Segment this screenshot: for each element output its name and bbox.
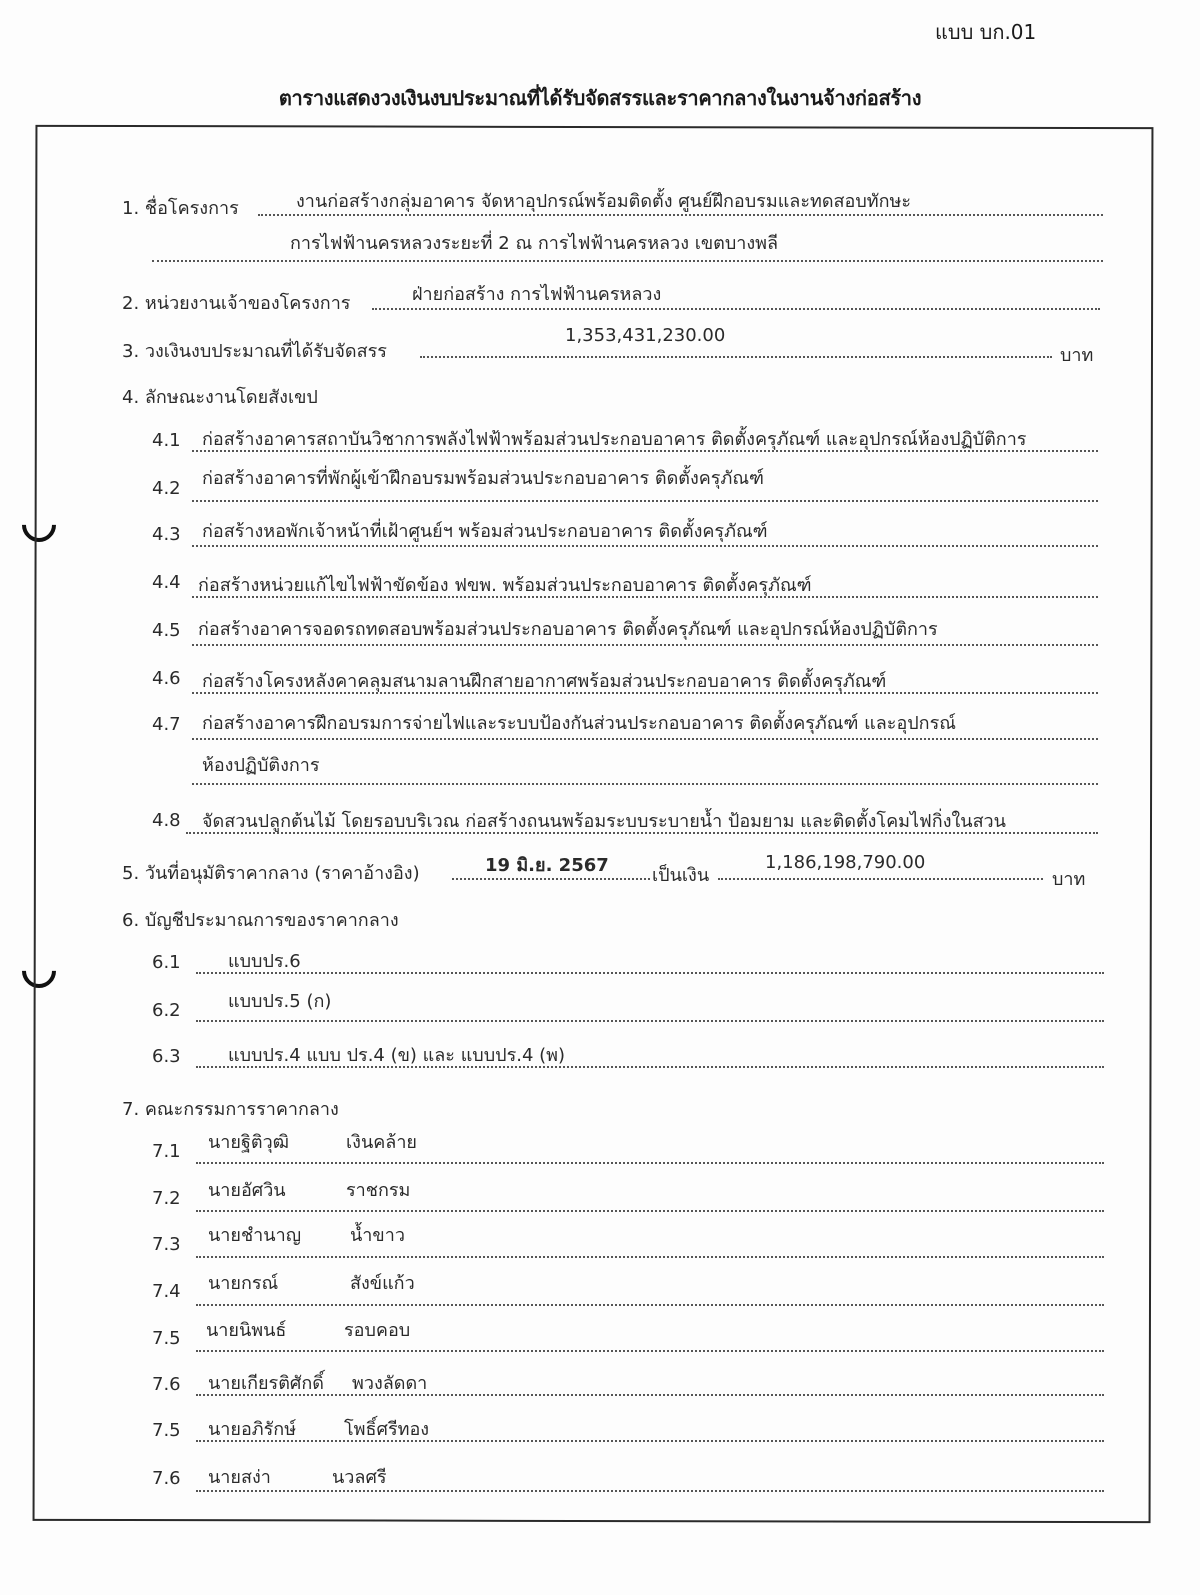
- scope-item-num: 4.6: [152, 668, 181, 689]
- dotted-line: [196, 1256, 1104, 1258]
- form-code: แบบ บก.01: [935, 20, 1037, 44]
- scope-item-num: 4.1: [152, 430, 181, 451]
- member-last-name: สังข์แก้ว: [350, 1273, 415, 1294]
- scope-item-num: 4.3: [152, 524, 181, 545]
- dotted-line: [196, 1210, 1104, 1212]
- member-num: 7.6: [152, 1468, 181, 1489]
- member-last-name: น้ำขาว: [350, 1225, 405, 1246]
- member-num: 7.6: [152, 1374, 181, 1395]
- estimate-item-text: แบบปร.6: [228, 951, 301, 972]
- estimate-item-text: แบบปร.5 (ก): [228, 991, 332, 1012]
- project-name-label: 1. ชื่อโครงการ: [122, 198, 239, 219]
- scope-label: 4. ลักษณะงานโดยสังเขป: [122, 387, 318, 408]
- member-first-name: นายกรณ์: [208, 1273, 279, 1294]
- dotted-line: [192, 738, 1098, 740]
- scope-item-text: ก่อสร้างอาคารฝึกอบรมการจ่ายไฟและระบบป้องกันส่วนประกอบอาคาร ติดตั้งครุภัณฑ์ และอุปกรณ์: [202, 713, 956, 734]
- member-first-name: นายฐิติวุฒิ: [208, 1132, 289, 1153]
- member-num: 7.5: [152, 1328, 181, 1349]
- member-last-name: โพธิ์ศรีทอง: [344, 1419, 430, 1440]
- member-num: 7.2: [152, 1188, 181, 1209]
- dotted-line: [196, 972, 1104, 974]
- dotted-line: [452, 878, 650, 880]
- scope-item-num: 4.7: [152, 714, 181, 735]
- dotted-line: [192, 500, 1098, 502]
- dotted-line: [718, 878, 1043, 880]
- estimate-item-num: 6.3: [152, 1046, 181, 1067]
- dotted-line: [186, 832, 1098, 834]
- approval-date: 19 มิ.ย. 2567: [485, 855, 609, 876]
- dotted-line: [192, 596, 1098, 598]
- scope-item-num: 4.8: [152, 810, 181, 831]
- member-last-name: นวลศรี: [332, 1467, 387, 1488]
- project-name-value-2: การไฟฟ้านครหลวงระยะที่ 2 ณ การไฟฟ้านครหลวง เขตบางพลี: [290, 233, 779, 254]
- dotted-line: [196, 1394, 1104, 1396]
- dotted-line: [192, 450, 1098, 452]
- estimate-label: 6. บัญชีประมาณการของราคากลาง: [122, 910, 399, 931]
- dotted-line: [196, 1350, 1104, 1352]
- scope-item-num: 4.2: [152, 478, 181, 499]
- project-name-value-1: งานก่อสร้างกลุ่มอาคาร จัดหาอุปกรณ์พร้อมติดตั้ง ศูนย์ฝึกอบรมและทดสอบทักษะ: [296, 191, 912, 212]
- owner-value: ฝ่ายก่อสร้าง การไฟฟ้านครหลวง: [412, 284, 662, 305]
- scope-item-num: 4.5: [152, 620, 181, 641]
- budget-value: 1,353,431,230.00: [565, 325, 726, 346]
- dotted-line: [196, 1020, 1104, 1022]
- estimate-item-num: 6.2: [152, 1000, 181, 1021]
- committee-label: 7. คณะกรรมการราคากลาง: [122, 1099, 339, 1120]
- member-first-name: นายเกียรติศักดิ์: [208, 1373, 324, 1394]
- dotted-line: [192, 692, 1098, 694]
- dotted-line: [196, 1304, 1104, 1306]
- member-first-name: นายชำนาญ: [208, 1225, 302, 1246]
- scope-item-text: ก่อสร้างหอพักเจ้าหน้าที่เฝ้าศูนย์ฯ พร้อมส่วนประกอบอาคาร ติดตั้งครุภัณฑ์: [202, 521, 768, 542]
- scope-item-num: 4.4: [152, 572, 181, 593]
- approval-amount-label: เป็นเงิน: [652, 865, 710, 886]
- member-num: 7.3: [152, 1234, 181, 1255]
- owner-label: 2. หน่วยงานเจ้าของโครงการ: [122, 293, 351, 314]
- estimate-item-num: 6.1: [152, 952, 181, 973]
- dotted-line: [372, 308, 1100, 310]
- member-last-name: ราชกรม: [346, 1180, 411, 1201]
- approval-amount: 1,186,198,790.00: [765, 852, 926, 873]
- member-last-name: เงินคล้าย: [346, 1132, 417, 1153]
- scope-item-text: ก่อสร้างหน่วยแก้ไขไฟฟ้าขัดข้อง ฟขพ. พร้อมส่วนประกอบอาคาร ติดตั้งครุภัณฑ์: [198, 575, 812, 596]
- dotted-line: [196, 1490, 1104, 1492]
- document-title: ตารางแสดงวงเงินงบประมาณที่ได้รับจัดสรรและราคากลางในงานจ้างก่อสร้าง: [278, 86, 922, 110]
- member-first-name: นายอัศวิน: [208, 1180, 286, 1201]
- member-num: 7.5: [152, 1420, 181, 1441]
- budget-unit: บาท: [1060, 345, 1094, 366]
- scope-item-text: ก่อสร้างอาคารจอดรถทดสอบพร้อมส่วนประกอบอาคาร ติดตั้งครุภัณฑ์ และอุปกรณ์ห้องปฏิบัติการ: [198, 619, 938, 640]
- member-num: 7.1: [152, 1141, 181, 1162]
- member-first-name: นายอภิรักษ์: [208, 1419, 297, 1440]
- scope-item-text: จัดสวนปลูกต้นไม้ โดยรอบบริเวณ ก่อสร้างถนนพร้อมระบบระบายน้ำ ป้อมยาม และติดตั้งโคมไฟกิ่งในสวน: [202, 811, 1006, 832]
- scope-item-text: ก่อสร้างอาคารที่พักผู้เข้าฝึกอบรมพร้อมส่วนประกอบอาคาร ติดตั้งครุภัณฑ์: [202, 468, 764, 489]
- dotted-line: [420, 356, 1052, 358]
- dotted-line: [192, 783, 1098, 785]
- dotted-line: [196, 1066, 1104, 1068]
- dotted-line: [196, 1440, 1104, 1442]
- approval-unit: บาท: [1052, 869, 1086, 890]
- dotted-line: [196, 1162, 1104, 1164]
- dotted-line: [192, 545, 1098, 547]
- estimate-item-text: แบบปร.4 แบบ ปร.4 (ข) และ แบบปร.4 (พ): [228, 1045, 566, 1066]
- scope-item-text-continued: ห้องปฏิบัติงการ: [202, 755, 320, 776]
- dotted-line: [192, 644, 1098, 646]
- budget-label: 3. วงเงินงบประมาณที่ได้รับจัดสรร: [122, 341, 387, 362]
- scope-item-text: ก่อสร้างโครงหลังคาคลุมสนามลานฝึกสายอากาศพร้อมส่วนประกอบอาคาร ติดตั้งครุภัณฑ์: [202, 671, 887, 692]
- member-num: 7.4: [152, 1281, 181, 1302]
- scope-item-text: ก่อสร้างอาคารสถาบันวิชาการพลังไฟฟ้าพร้อมส่วนประกอบอาคาร ติดตั้งครุภัณฑ์ และอุปกรณ์ห้องปฏิบัติการ: [202, 429, 1027, 450]
- member-last-name: พวงลัดดา: [352, 1373, 428, 1394]
- member-first-name: นายนิพนธ์: [206, 1320, 287, 1341]
- member-last-name: รอบคอบ: [344, 1320, 411, 1341]
- dotted-line: [152, 260, 1103, 262]
- member-first-name: นายสง่า: [208, 1467, 271, 1488]
- approval-label: 5. วันที่อนุมัติราคากลาง (ราคาอ้างอิง): [122, 863, 420, 884]
